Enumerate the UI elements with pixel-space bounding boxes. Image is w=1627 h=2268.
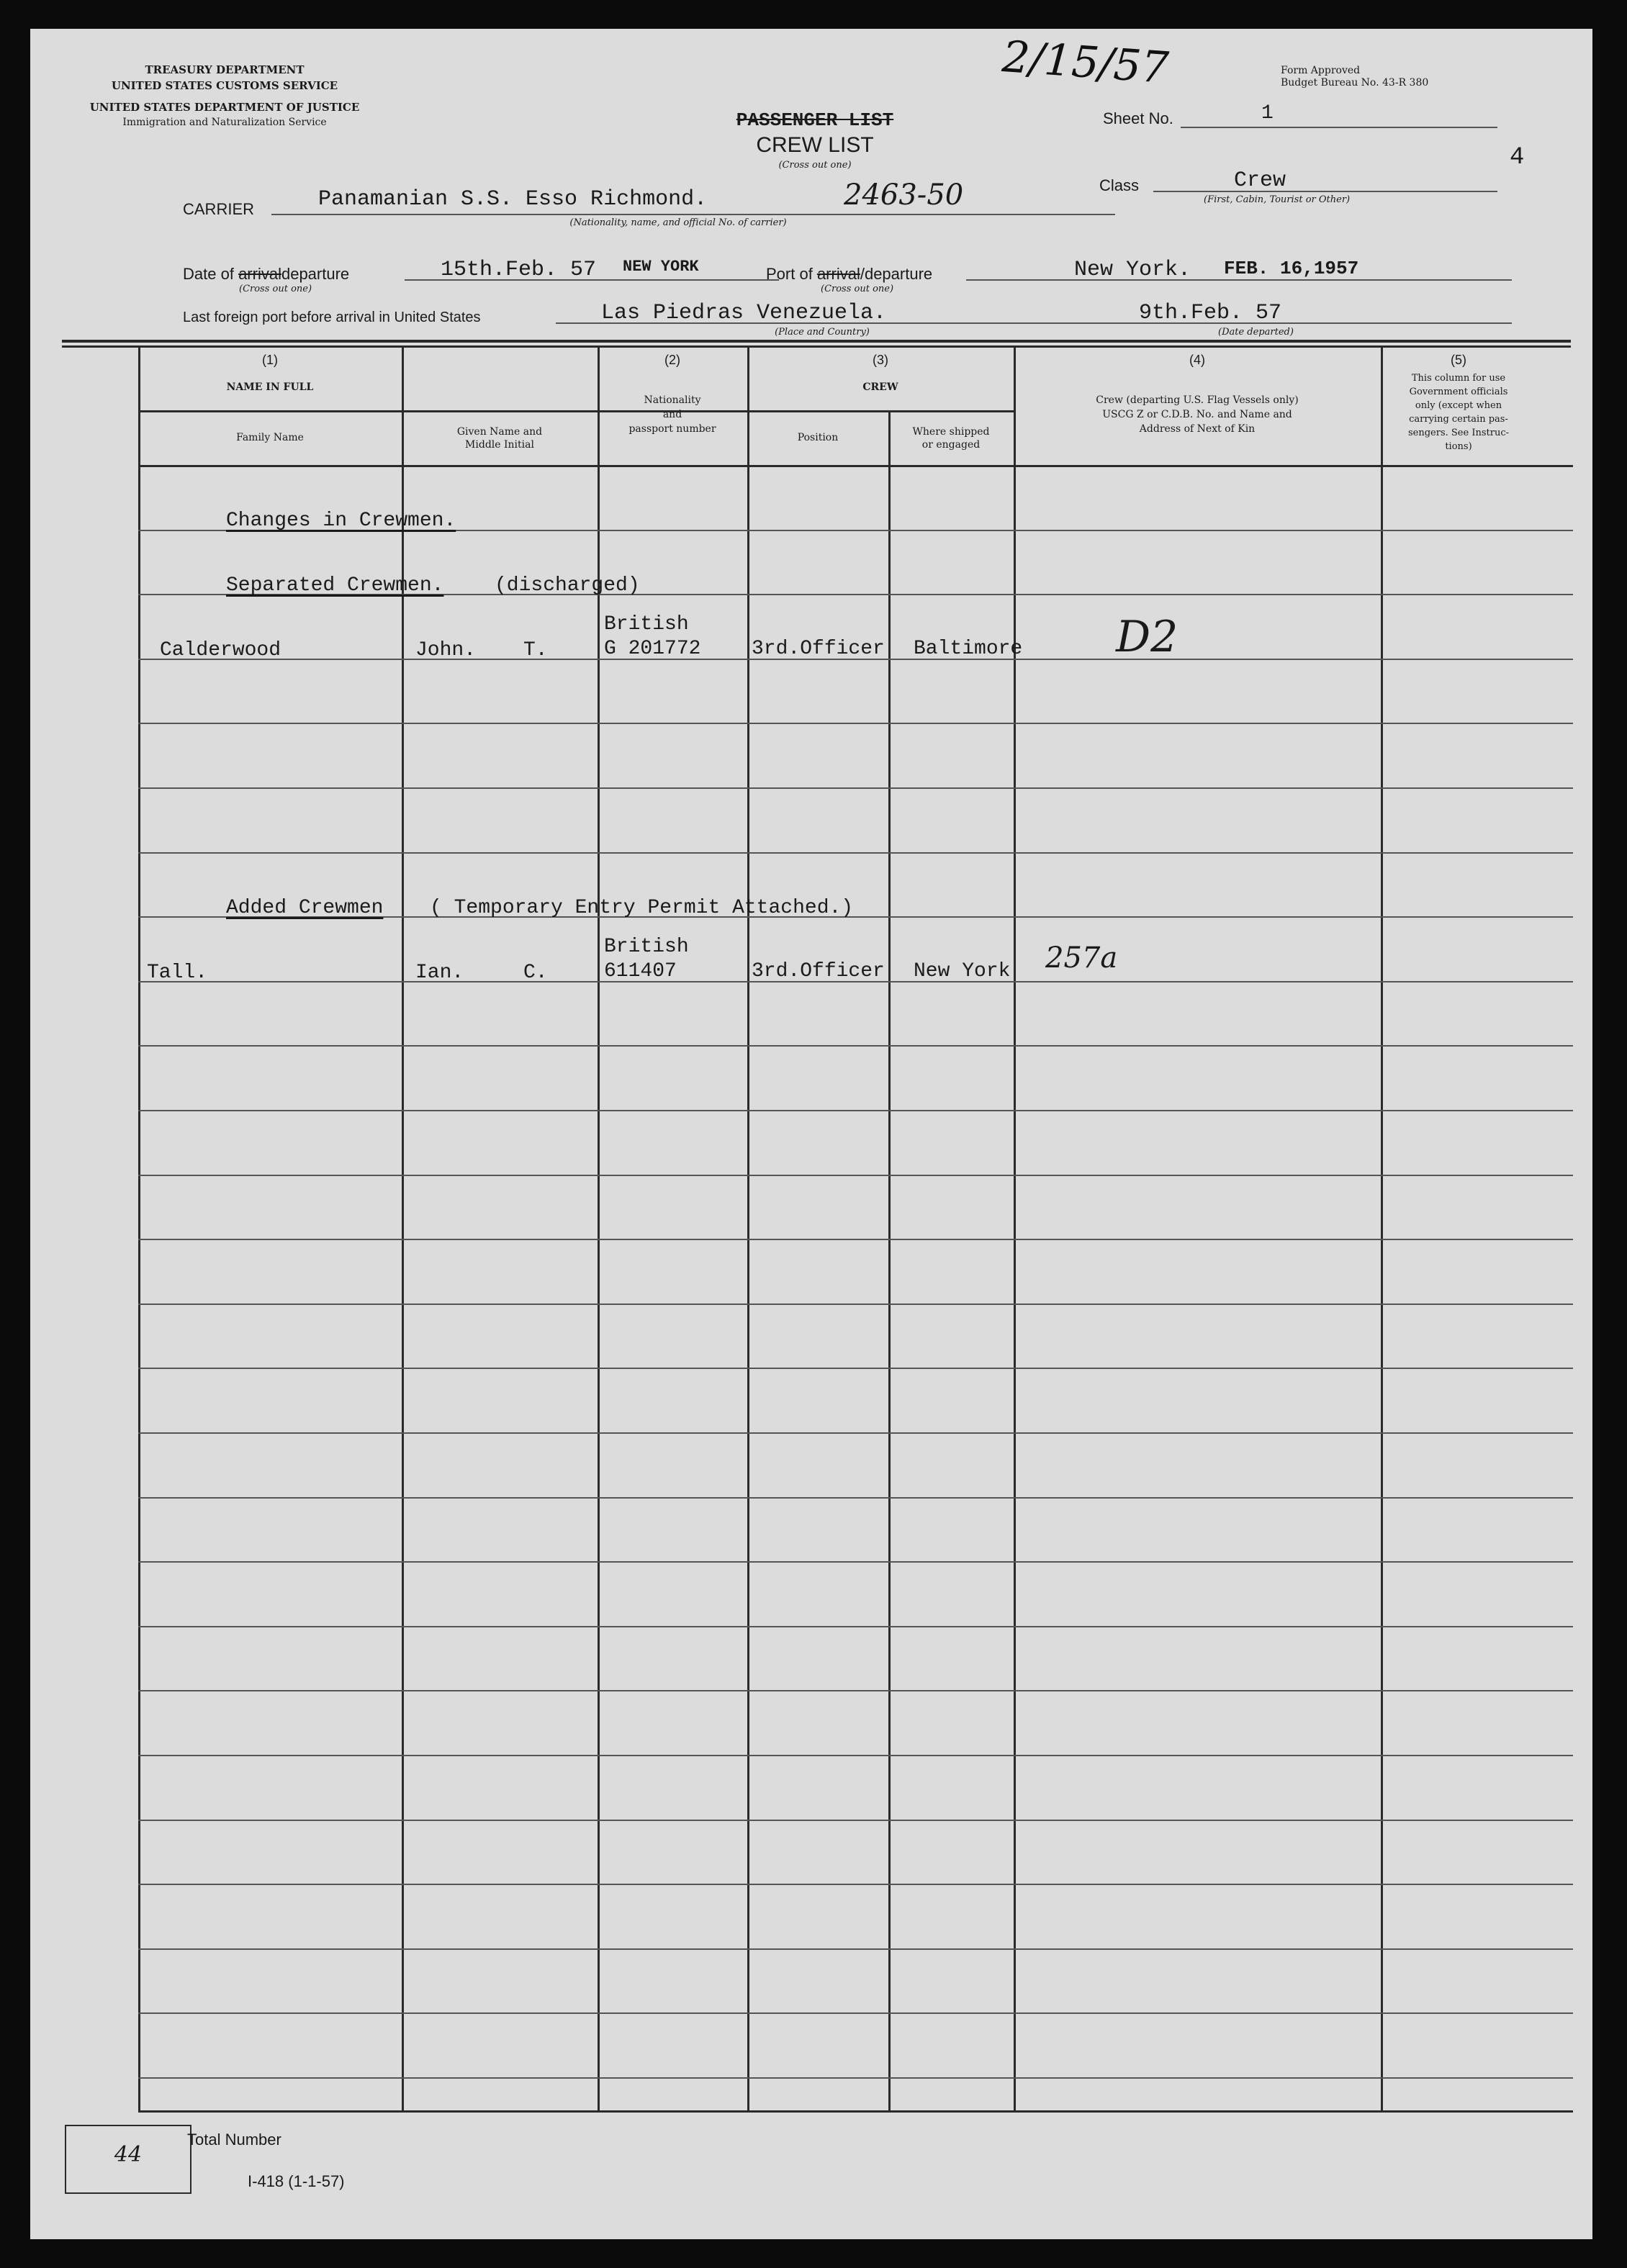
col-position: Position xyxy=(797,432,839,443)
table-row-line xyxy=(138,723,1573,724)
last-port-label: Last foreign port before arrival in United States xyxy=(183,310,481,325)
table-row-line xyxy=(138,1175,1573,1176)
col5-line6: tions) xyxy=(1445,441,1472,452)
add-handwritten-mark: 257a xyxy=(1045,941,1118,975)
table-row-line xyxy=(138,1690,1573,1691)
passenger-list-struck: PASSENGER LIST xyxy=(736,109,894,131)
table-row-line xyxy=(138,1884,1573,1885)
col-shipped-1: Where shipped xyxy=(912,426,990,438)
table-row-line xyxy=(138,1304,1573,1305)
col1-title: NAME IN FULL xyxy=(226,381,314,393)
table-row-line xyxy=(138,1755,1573,1756)
carrier-label: CARRIER xyxy=(183,200,255,218)
handwritten-date: 2/15/57 xyxy=(1000,32,1171,94)
add-nationality: British xyxy=(604,936,689,958)
date-departure-label: Date of arrivaldeparture xyxy=(183,265,350,283)
table-row-line xyxy=(138,1239,1573,1240)
separated-heading: Separated Crewmen. xyxy=(226,574,444,597)
col4-line1: Crew (departing U.S. Flag Vessels only) xyxy=(1096,394,1299,406)
sep-nationality: British xyxy=(604,613,689,636)
added-heading: Added Crewmen xyxy=(226,897,384,919)
col-given-name-1: Given Name and xyxy=(456,426,543,438)
col5-number: (5) xyxy=(1451,353,1466,367)
table-row-line xyxy=(138,2077,1573,2079)
corner-number: 4 xyxy=(1510,144,1525,171)
col5-line4: carrying certain pas- xyxy=(1409,414,1508,425)
dept-line-3: UNITED STATES DEPARTMENT OF JUSTICE xyxy=(89,101,360,114)
added-note: ( Temporary Entry Permit Attached.) xyxy=(430,897,854,919)
table-row-line xyxy=(138,1497,1573,1499)
col-shipped-2: or engaged xyxy=(921,439,981,451)
sep-initial: T. xyxy=(523,639,548,661)
class-value: Crew xyxy=(1234,168,1286,193)
sep-given-name: John. xyxy=(415,639,477,661)
date-departed-value: 9th.Feb. 57 xyxy=(1139,301,1282,325)
col5-line3: only (except when xyxy=(1415,400,1502,411)
col5-line2: Government officials xyxy=(1409,387,1508,397)
carrier-caption: (Nationality, name, and official No. of carrier) xyxy=(569,217,787,228)
dept-line-4: Immigration and Naturalization Service xyxy=(122,117,327,128)
col-given-name-2: Middle Initial xyxy=(465,439,534,451)
sep-family-name: Calderwood xyxy=(160,639,281,661)
col2-line3: passport number xyxy=(628,423,716,435)
table-row-line xyxy=(138,1820,1573,1821)
sheet-label: Sheet No. xyxy=(1103,109,1173,127)
col-family-name: Family Name xyxy=(236,432,304,443)
form-approved: Form Approved xyxy=(1281,65,1361,76)
col1-number: (1) xyxy=(262,353,278,367)
table-row-line xyxy=(138,1626,1573,1627)
col5-line1: This column for use xyxy=(1411,373,1506,384)
crew-list-form xyxy=(30,29,1592,2239)
add-given-name: Ian. xyxy=(415,962,464,984)
col3-title: CREW xyxy=(862,381,898,393)
last-port-value: Las Piedras Venezuela. xyxy=(601,301,887,325)
date-caption: (Cross out one) xyxy=(239,284,312,294)
table-row-line xyxy=(138,1561,1573,1563)
official-number: 2463-50 xyxy=(844,179,964,212)
col5-line5: sengers. See Instruc- xyxy=(1408,428,1509,438)
port-value: New York. xyxy=(1074,258,1191,282)
date-departure-value: 15th.Feb. 57 xyxy=(441,258,597,282)
class-caption: (First, Cabin, Tourist or Other) xyxy=(1204,194,1351,205)
table-row-line xyxy=(138,1368,1573,1369)
title-note: (Cross out one) xyxy=(778,160,852,171)
table-row-line xyxy=(138,1948,1573,1950)
col2-line2: and xyxy=(662,409,682,420)
col4-number: (4) xyxy=(1189,353,1205,367)
add-family-name: Tall. xyxy=(147,962,208,984)
col2-number: (2) xyxy=(664,353,680,367)
form-number: I-418 (1-1-57) xyxy=(248,2172,345,2190)
budget-bureau: Budget Bureau No. 43-R 380 xyxy=(1281,77,1429,89)
dept-line-1: TREASURY DEPARTMENT xyxy=(145,63,305,76)
total-number-label: Total Number xyxy=(187,2131,281,2149)
add-position: 3rd.Officer xyxy=(752,960,885,982)
changes-heading: Changes in Crewmen. xyxy=(226,510,456,532)
dept-line-2: UNITED STATES CUSTOMS SERVICE xyxy=(111,79,338,92)
table-row-line xyxy=(138,1045,1573,1047)
form-title: CREW LIST xyxy=(756,133,874,157)
col2-line1: Nationality xyxy=(644,394,701,406)
sep-shipped: Baltimore xyxy=(914,638,1023,660)
col4-line3: Address of Next of Kin xyxy=(1139,423,1256,435)
sep-position: 3rd.Officer xyxy=(752,638,885,660)
port-date-stamp: FEB. 16,1957 xyxy=(1224,258,1359,279)
total-number-value: 44 xyxy=(114,2142,143,2167)
total-number-box xyxy=(65,2125,191,2194)
class-label: Class xyxy=(1099,176,1140,194)
table-row-line xyxy=(138,852,1573,854)
table-row-line xyxy=(138,2012,1573,2014)
last-port-caption: (Place and Country) xyxy=(775,327,870,338)
add-initial: C. xyxy=(523,962,548,984)
sheet-value: 1 xyxy=(1261,102,1274,125)
add-shipped: New York xyxy=(914,960,1011,982)
add-passport: 611407 xyxy=(604,960,677,982)
port-departure-label: Port of arrival/departure xyxy=(766,265,933,283)
date-departed-caption: (Date departed) xyxy=(1218,327,1294,338)
sep-handwritten-mark: D2 xyxy=(1116,612,1178,662)
sep-passport: G 201772 xyxy=(604,638,701,660)
table-row-line xyxy=(138,787,1573,789)
col3-number: (3) xyxy=(873,353,888,367)
col4-line2: USCG Z or C.D.B. No. and Name and xyxy=(1102,409,1292,420)
port-caption: (Cross out one) xyxy=(821,284,894,294)
table-row-line xyxy=(138,1432,1573,1434)
table-row-line xyxy=(138,1110,1573,1111)
carrier-value: Panamanian S.S. Esso Richmond. xyxy=(318,187,708,212)
separated-note: (discharged) xyxy=(495,574,640,597)
new-york-stamp: NEW YORK xyxy=(623,258,699,276)
